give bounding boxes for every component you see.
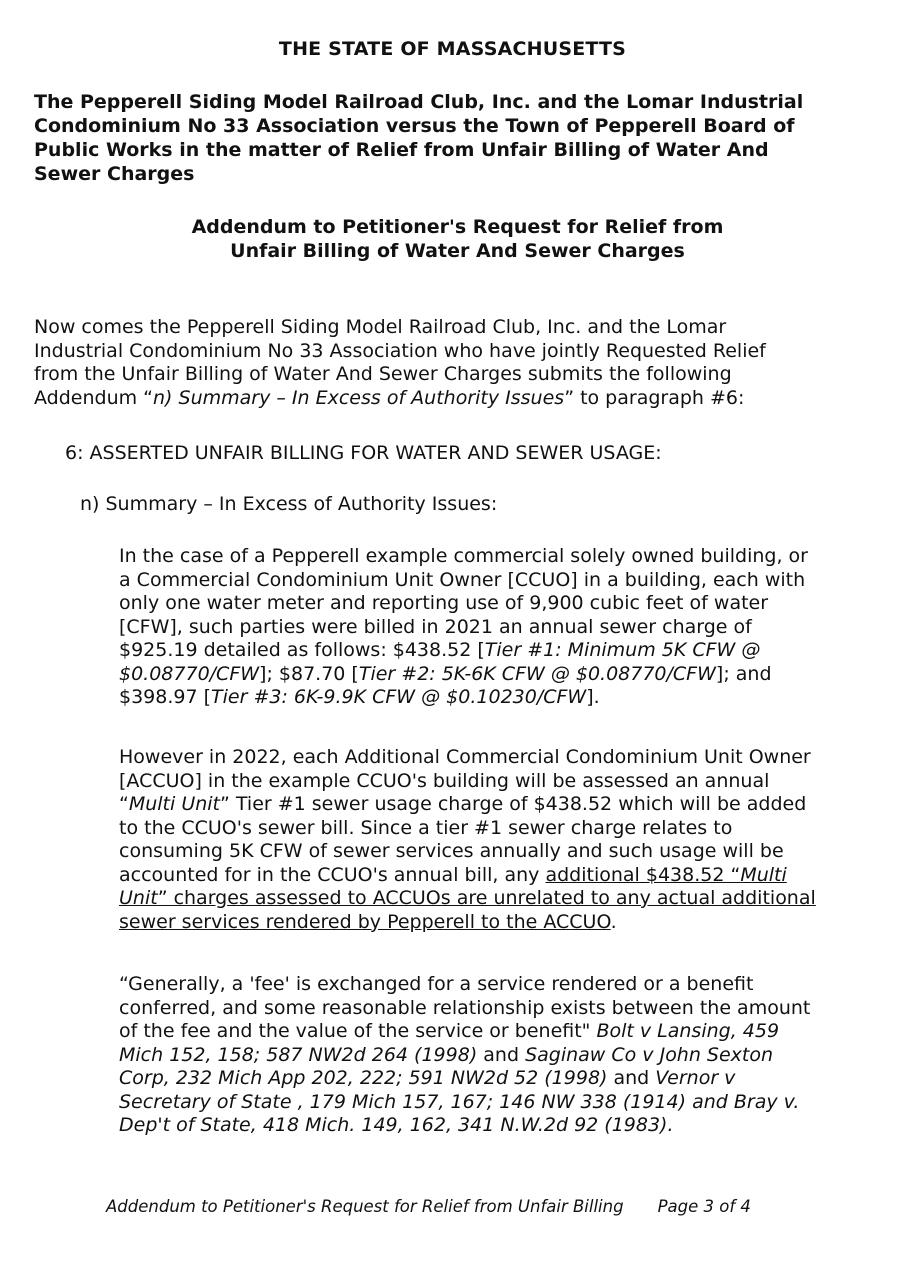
- italic-text: Vernor v: [655, 1067, 736, 1089]
- text: “: [119, 793, 129, 815]
- intro-text: ” to paragraph #6:: [564, 386, 745, 409]
- text: and: [477, 1043, 526, 1066]
- case-title-line: Condominium No 33 Association versus the Town of Pepperell Board of: [34, 115, 795, 137]
- italic-text: Tier #3: 6K-9.9K CFW @ $0.10230/CFW: [211, 686, 587, 708]
- paragraph-line: [119, 864, 889, 888]
- paragraph-line: [119, 1044, 889, 1068]
- state-title: THE STATE OF MASSACHUSETTS: [278, 38, 627, 60]
- paragraph-3: [119, 973, 889, 1138]
- intro-line: [34, 387, 894, 411]
- paragraph-line: [119, 639, 889, 663]
- case-title: [34, 90, 884, 186]
- intro-line: from the Unfair Billing of Water And Sewer Charges submits the following: [34, 363, 732, 385]
- paragraph-2: [119, 746, 889, 934]
- footer-title: Addendum to Petitioner's Request for Relief from Unfair Billing: [106, 1197, 624, 1216]
- case-title-line: Public Works in the matter of Relief from Unfair Billing of Water And: [34, 139, 769, 161]
- paragraph-line: consuming 5K CFW of sewer services annually and such usage will be: [119, 840, 784, 862]
- underlined-italic-text: Multi: [740, 863, 787, 886]
- italic-text: $0.08770/CFW: [119, 662, 260, 685]
- text: ” Tier #1 sewer usage charge of $438.52 which will be added: [220, 793, 807, 815]
- underlined-text: sewer services rendered by Pepperell to the ACCUO: [119, 910, 611, 933]
- intro-paragraph: [34, 316, 894, 410]
- italic-text: Tier #2: 5K-6K CFW @ $0.08770/CFW: [358, 662, 716, 685]
- paragraph-line: to the CCUO's sewer bill. Since a tier #1 sewer charge relates to: [119, 816, 733, 839]
- paragraph-line: [119, 887, 889, 911]
- text: $925.19 detailed as follows: $438.52 [: [119, 639, 485, 661]
- text: $398.97 [: [119, 686, 212, 708]
- text: of the fee and the value of the service or benefit": [119, 1020, 597, 1042]
- intro-italic-text: n) Summary – In Excess of Authority Issues: [153, 386, 565, 409]
- section-heading: 6: ASSERTED UNFAIR BILLING FOR WATER AND SEWER USAGE:: [65, 442, 662, 464]
- paragraph-line: [119, 793, 889, 817]
- document-title-line: Addendum to Petitioner's Request for Relief from: [191, 216, 724, 238]
- italic-text: Tier #1: Minimum 5K CFW @: [484, 639, 761, 661]
- document-title: [0, 215, 905, 263]
- document-title-line: Unfair Billing of Water And Sewer Charges: [230, 240, 685, 262]
- italic-text: Saginaw Co v John Sexton: [525, 1043, 774, 1066]
- text: .: [610, 910, 617, 933]
- paragraph-line: “Generally, a 'fee' is exchanged for a service rendered or a benefit: [119, 973, 754, 995]
- intro-line: Now comes the Pepperell Siding Model Railroad Club, Inc. and the Lomar: [34, 316, 727, 338]
- page-number: Page 3 of 4: [657, 1197, 751, 1216]
- italic-text: Corp, 232 Mich App 202, 222; 591 NW2d 52 (1998): [119, 1067, 608, 1089]
- paragraph-line: [119, 911, 889, 935]
- paragraph-line: [ACCUO] in the example CCUO's building will be assessed an annual: [119, 769, 770, 792]
- paragraph-line: [119, 1091, 889, 1115]
- paragraph-line: [119, 663, 889, 687]
- paragraph-line: [119, 1114, 889, 1138]
- text: ].: [586, 686, 600, 708]
- paragraph-line: [119, 1067, 889, 1091]
- underlined-text: ” charges assessed to ACCUOs are unrelated to any actual additional: [157, 887, 816, 909]
- paragraph-line: [CFW], such parties were billed in 2021 an annual sewer charge of: [119, 615, 752, 638]
- paragraph-line: However in 2022, each Additional Commercial Condominium Unit Owner: [119, 746, 811, 768]
- italic-text: Dep't of State, 418 Mich. 149, 162, 341 N.W.2d 92 (1983).: [119, 1114, 674, 1136]
- paragraph-line: In the case of a Pepperell example commercial solely owned building, or: [119, 545, 808, 567]
- text: ]; and: [715, 662, 772, 685]
- sub-heading: n) Summary – In Excess of Authority Issues:: [80, 493, 498, 515]
- text: accounted for in the CCUO's annual bill, any: [119, 863, 546, 886]
- italic-text: Bolt v Lansing, 459: [596, 1020, 780, 1042]
- intro-line: Industrial Condominium No 33 Association who have jointly Requested Relief: [34, 339, 766, 362]
- text: and: [607, 1067, 656, 1089]
- italic-text: Multi Unit: [128, 793, 221, 815]
- paragraph-line: [119, 1020, 889, 1044]
- italic-text: Secretary of State , 179 Mich 157, 167; 146 NW 338 (1914) and Bray v.: [119, 1090, 800, 1113]
- text: ]; $87.70 [: [259, 662, 359, 685]
- underlined-text: additional $438.52 “: [545, 863, 741, 886]
- italic-text: Mich 152, 158; 587 NW2d 264 (1998): [119, 1043, 478, 1066]
- paragraph-line: [119, 686, 889, 710]
- paragraph-line: only one water meter and reporting use of 9,900 cubic feet of water: [119, 592, 769, 614]
- page-footer: [106, 1197, 866, 1216]
- underlined-italic-text: Unit: [119, 887, 158, 909]
- case-title-line: Sewer Charges: [34, 163, 195, 185]
- paragraph-line: a Commercial Condominium Unit Owner [CCUO] in a building, each with: [119, 568, 806, 591]
- case-title-line: The Pepperell Siding Model Railroad Club, Inc. and the Lomar Industrial: [34, 91, 804, 113]
- paragraph-line: conferred, and some reasonable relationship exists between the amount: [119, 996, 811, 1019]
- intro-text: Addendum “: [34, 386, 154, 409]
- paragraph-1: [119, 545, 889, 710]
